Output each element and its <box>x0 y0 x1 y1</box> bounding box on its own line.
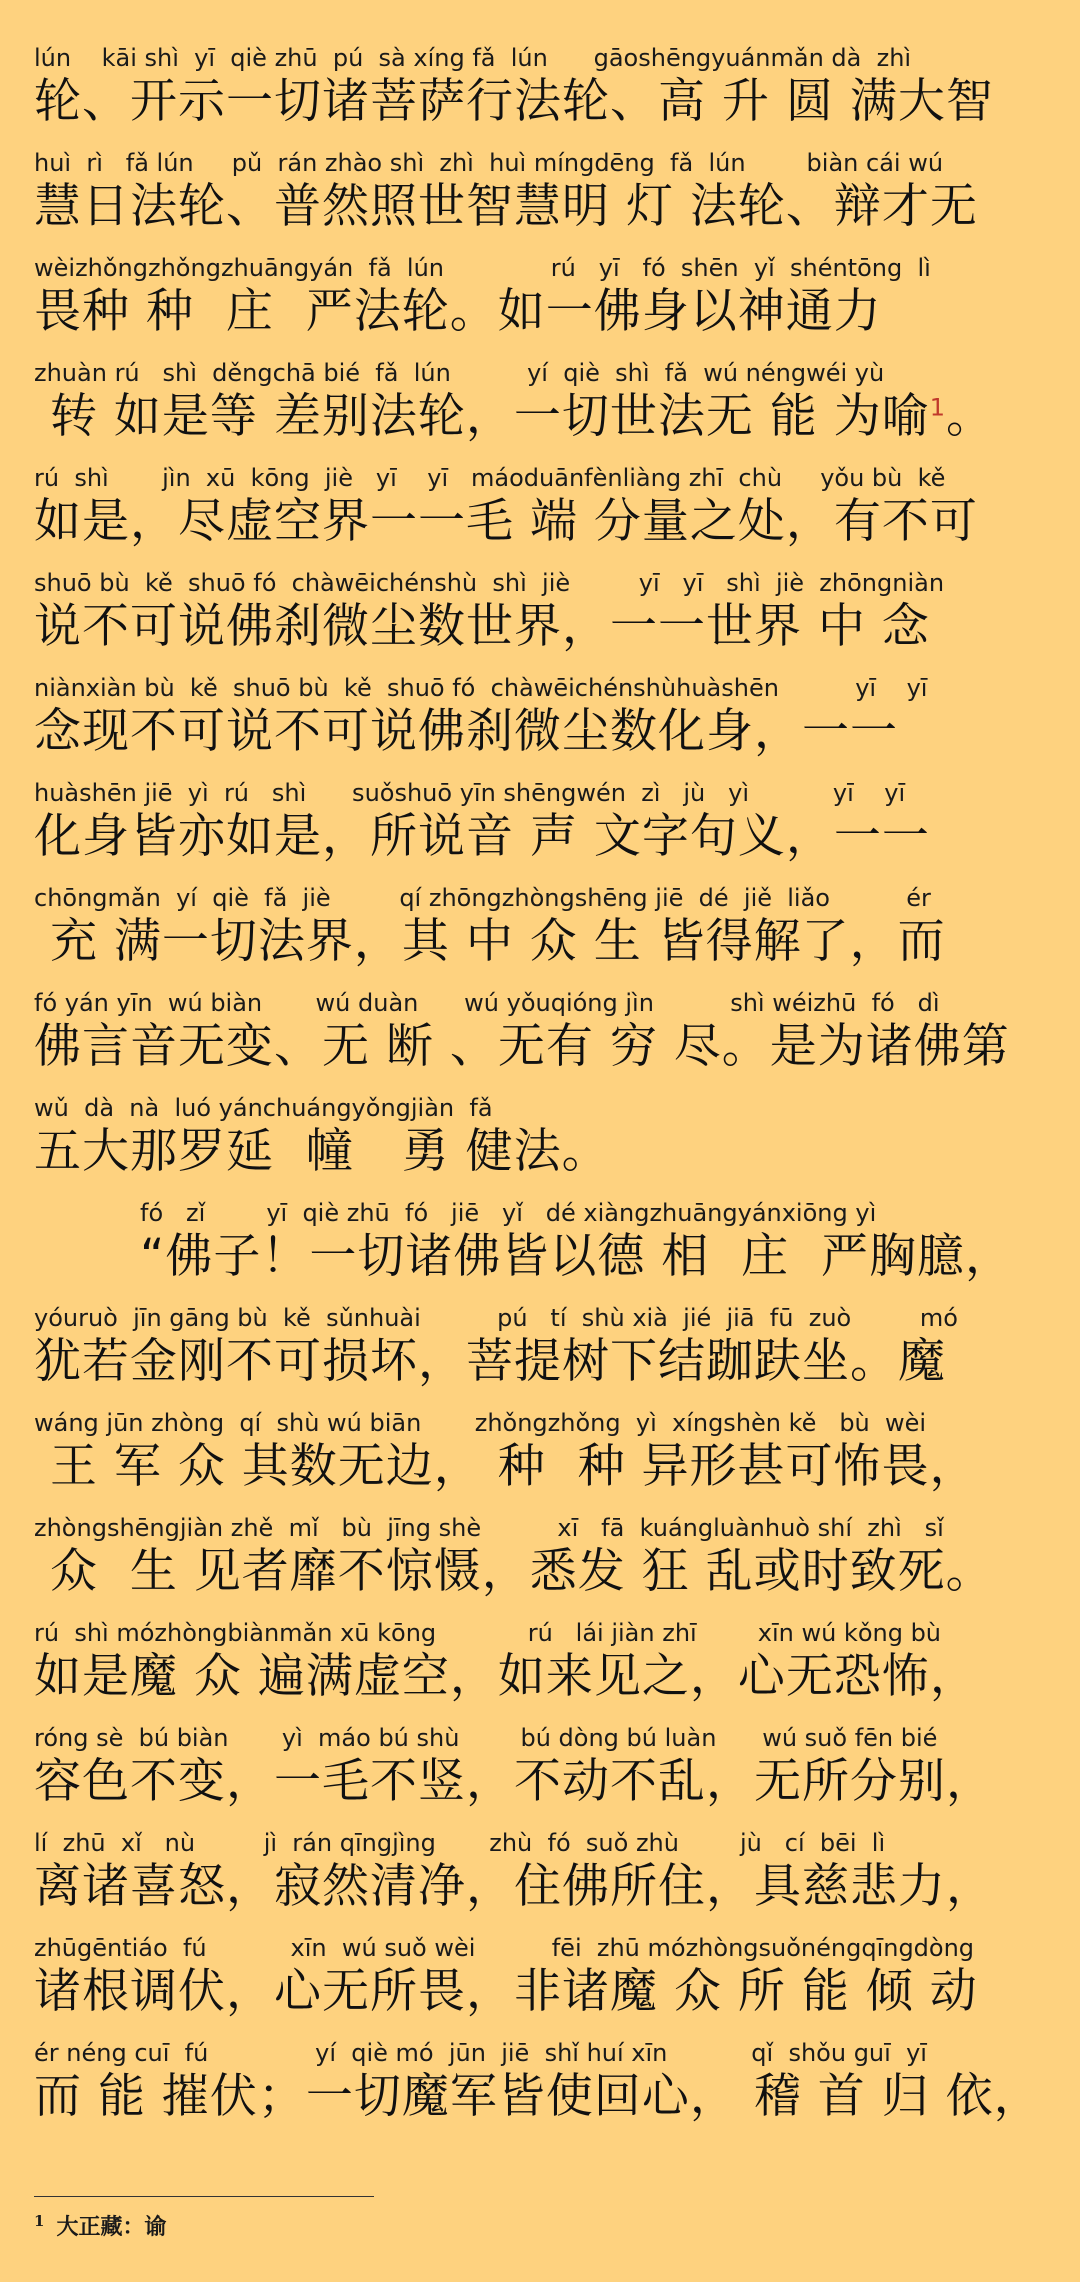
text-line <box>0 1199 1080 1304</box>
hanzi-text: 充 满一切法界，其 中 众 生 皆得解了，而 <box>34 914 946 969</box>
pinyin-line: wǔ dà nà luó yánchuángyǒngjiàn fǎ <box>34 1094 493 1122</box>
pinyin-line: wáng jūn zhòng qí shù wú biān zhǒngzhǒng yì xíngshèn kě bù wèi <box>34 1409 927 1437</box>
hanzi-line <box>34 1752 1060 1812</box>
text-line <box>0 1619 1080 1724</box>
pinyin-line: huì rì fǎ lún pǔ rán zhào shì zhì huì míngdēng fǎ lún biàn cái wú <box>34 149 944 177</box>
hanzi-line <box>34 492 1060 552</box>
hanzi-text: 犹若金刚不可损坏，菩提树下结跏趺坐。魔 <box>34 1334 946 1389</box>
hanzi-line <box>34 807 1060 867</box>
hanzi-line <box>140 1227 1060 1287</box>
pinyin-line: niànxiàn bù kě shuō bù kě shuō fó chàwēichénshùhuàshēn yī yī <box>34 674 928 702</box>
pinyin-line: wèizhǒngzhǒngzhuāngyán fǎ lún rú yī fó shēn yǐ shéntōng lì <box>34 254 931 282</box>
hanzi-text: 念现不可说不可说佛刹微尘数化身，一一 <box>34 704 898 759</box>
text-line <box>0 1094 1080 1199</box>
hanzi-text: 如是魔 众 遍满虚空，如来见之，心无恐怖， <box>34 1649 978 1704</box>
text-line <box>0 2039 1080 2144</box>
pinyin-line: lí zhū xǐ nù jì rán qīngjìng zhù fó suǒ zhù jù cí bēi lì <box>34 1829 886 1857</box>
pinyin-line: lún kāi shì yī qiè zhū pú sà xíng fǎ lún gāoshēngyuánmǎn dà zhì <box>34 44 912 72</box>
text-line <box>0 1724 1080 1829</box>
footnote <box>34 2210 166 2241</box>
hanzi-line <box>34 1857 1060 1917</box>
text-line <box>0 1514 1080 1619</box>
text-line <box>0 254 1080 359</box>
hanzi-line <box>34 387 1060 447</box>
text-line <box>0 884 1080 989</box>
hanzi-line <box>34 177 1060 237</box>
text-line <box>0 1829 1080 1934</box>
pinyin-line: chōngmǎn yí qiè fǎ jiè qí zhōngzhòngshēng jiē dé jiě liǎo ér <box>34 884 931 912</box>
text-line <box>0 779 1080 884</box>
pinyin-line: zhòngshēngjiàn zhě mǐ bù jīng shè xī fā kuángluànhuò shí zhì sǐ <box>34 1514 944 1542</box>
hanzi-line <box>34 2067 1060 2127</box>
hanzi-line <box>34 1647 1060 1707</box>
hanzi-line <box>34 72 1060 132</box>
text-line <box>0 569 1080 674</box>
hanzi-text: 容色不变，一毛不竖，不动不乱，无所分别， <box>34 1754 994 1809</box>
hanzi-text: 诸根调伏，心无所畏，非诸魔 众 所 能 倾 动 <box>34 1964 978 2019</box>
pinyin-line: fó zǐ yī qiè zhū fó jiē yǐ dé xiàngzhuāngyánxiōng yì <box>140 1199 877 1227</box>
hanzi-line <box>34 597 1060 657</box>
footnote-text: 大正藏：谕 <box>56 2214 167 2240</box>
footnote-number: 1 <box>34 2211 45 2230</box>
text-line <box>0 359 1080 464</box>
text-line <box>0 149 1080 254</box>
hanzi-line <box>34 1332 1060 1392</box>
hanzi-text: 说不可说佛刹微尘数世界，一一世界 中 念 <box>34 599 930 654</box>
pinyin-line: róng sè bú biàn yì máo bú shù bú dòng bú luàn wú suǒ fēn bié <box>34 1724 938 1752</box>
pinyin-line: rú shì jìn xū kōng jiè yī yī máoduānfènliàng zhī chù yǒu bù kě <box>34 464 946 492</box>
hanzi-text: 佛言音无变、无 断 、无有 穷 尽。是为诸佛第 <box>34 1019 1010 1074</box>
text-line <box>0 989 1080 1094</box>
pinyin-line: rú shì mózhòngbiànmǎn xū kōng rú lái jiàn zhī xīn wú kǒng bù <box>34 1619 942 1647</box>
text-line <box>0 44 1080 149</box>
hanzi-text: 王 军 众 其数无边， 种 种 异形甚可怖畏， <box>34 1439 978 1494</box>
pinyin-line: fó yán yīn wú biàn wú duàn wú yǒuqióng jìn shì wéizhū fó dì <box>34 989 940 1017</box>
hanzi-text: 如是，尽虚空界一一毛 端 分量之处，有不可 <box>34 494 978 549</box>
footnote-divider <box>34 2196 374 2197</box>
hanzi-text: 五大那罗延 幢 勇 健法。 <box>34 1124 610 1179</box>
hanzi-text: 慧日法轮、普然照世智慧明 灯 法轮、辩才无 <box>34 179 978 234</box>
hanzi-text: 畏种 种 庄 严法轮。如一佛身以神通力 <box>34 284 882 339</box>
pinyin-line: zhūgēntiáo fú xīn wú suǒ wèi fēi zhū mózhòngsuǒnéngqīngdòng <box>34 1934 975 1962</box>
hanzi-line <box>34 282 1060 342</box>
hanzi-text: 转 如是等 差别法轮，一切世法无 能 为喻 <box>34 389 930 444</box>
hanzi-line <box>34 1437 1060 1497</box>
text-body <box>0 44 1080 2144</box>
text-line <box>0 464 1080 569</box>
pinyin-line: huàshēn jiē yì rú shì suǒshuō yīn shēngwén zì jù yì yī yī <box>34 779 906 807</box>
hanzi-tail: 。 <box>945 389 994 444</box>
hanzi-line <box>34 1542 1060 1602</box>
hanzi-line <box>34 702 1060 762</box>
hanzi-text: 轮、开示一切诸菩萨行法轮、高 升 圆 满大智 <box>34 74 994 129</box>
hanzi-line <box>34 1017 1060 1077</box>
pinyin-line: yóuruò jīn gāng bù kě sǔnhuài pú tí shù xià jié jiā fū zuò mó <box>34 1304 958 1332</box>
hanzi-text: “佛子！一切诸佛皆以德 相 庄 严胸臆， <box>140 1229 1014 1284</box>
text-line <box>0 1304 1080 1409</box>
hanzi-text: 化身皆亦如是，所说音 声 文字句义，一一 <box>34 809 930 864</box>
hanzi-line <box>34 912 1060 972</box>
hanzi-line <box>34 1962 1060 2022</box>
text-line <box>0 674 1080 779</box>
hanzi-line <box>34 1122 1060 1182</box>
hanzi-text: 而 能 摧伏；一切魔军皆使回心， 稽 首 归 依， <box>34 2069 1042 2124</box>
pinyin-line: shuō bù kě shuō fó chàwēichénshù shì jiè yī yī shì jiè zhōngniàn <box>34 569 945 597</box>
text-line <box>0 1409 1080 1514</box>
footnote-reference[interactable]: 1 <box>929 393 946 422</box>
pinyin-line: zhuàn rú shì děngchā bié fǎ lún yí qiè shì fǎ wú néngwéi yù <box>34 359 885 387</box>
hanzi-text: 众 生 见者靡不惊慑，悉发 狂 乱或时致死。 <box>34 1544 994 1599</box>
pinyin-line: ér néng cuī fú yí qiè mó jūn jiē shǐ huí xīn qǐ shǒu guī yī <box>34 2039 927 2067</box>
hanzi-text: 离诸喜怒，寂然清净，住佛所住，具慈悲力， <box>34 1859 994 1914</box>
text-line <box>0 1934 1080 2039</box>
